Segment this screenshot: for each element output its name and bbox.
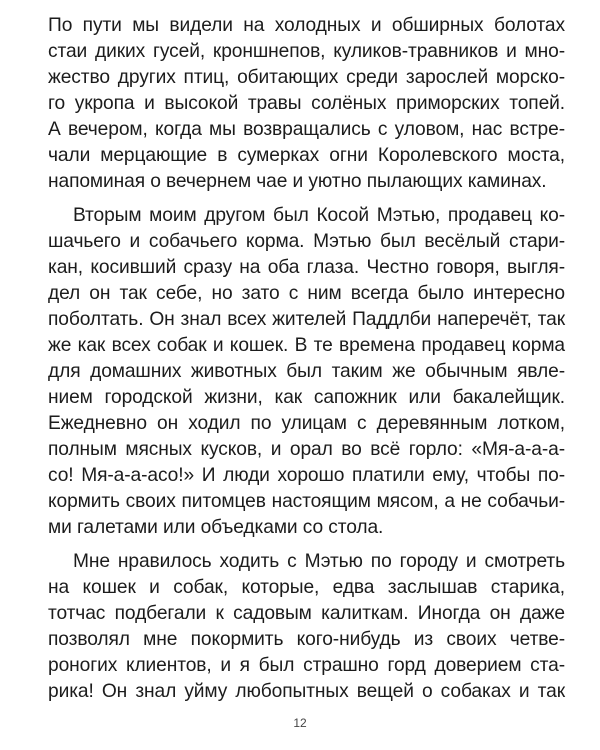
text-line: ми галетами или объедками со стола. [48,517,384,538]
text-line: напоминая о вечернем чае и уютно пылающих каминах. [48,171,547,192]
text-line: Вторым моим другом был Косой Мэтью, продавец ко- [73,205,565,226]
text-line: Ежедневно он ходил по улицам с деревянным лотком, [48,413,565,434]
text-line: чали мерцающие в сумерках огни Королевского моста, [48,145,565,166]
text-line: рика! Он знал уйму любопытных вещей о собаках и так [48,681,565,702]
text-line: роногих клиентов, и я был страшно горд доверием ста- [48,655,565,676]
text-line: тотчас подбегали к садовым калиткам. Иногда он даже [48,603,565,624]
text-line: нием городской жизни, как сапожник или бакалейщик. [48,387,565,408]
text-line: А вечером, когда мы возвращались с уловом, нас встре- [48,119,565,140]
text-line: поболтать. Он знал всех жителей Паддлби наперечёт, так [48,309,565,330]
text-line: дел он так себе, но зато с ним всегда было интересно [48,283,565,304]
page-number: 12 [293,716,307,730]
text-line: для домашних животных был таким же обычным явле- [48,361,565,382]
text-line: Мне нравилось ходить с Мэтью по городу и смотреть [73,551,565,572]
text-line: полным мясных кусков, и орал во всё горло: «Мя-а-а-а- [48,439,565,460]
text-line: на кошек и собак, которые, едва заслышав старика, [48,577,565,598]
text-line: По пути мы видели на холодных и обширных болотах [48,15,565,36]
text-line: позволял мне покормить кого-нибудь из своих четве- [48,629,565,650]
text-line: со! Мя-а-а-асо!» И люди хорошо платили ему, чтобы по- [48,465,565,486]
text-line: жество других птиц, обитающих среди зарослей морско- [48,67,565,88]
text-line: стаи диких гусей, кроншнепов, куликов-травников и мно- [48,41,565,62]
text-line: же как всех собак и кошек. В те времена продавец корма [48,335,565,356]
text-line: шачьего и собачьего корма. Мэтью был весёлый стари- [48,231,565,252]
text-line: кормить своих питомцев настоящим мясом, а не собачьи- [48,491,565,512]
text-line: го укропа и высокой травы солёных приморских топей. [48,93,565,114]
text-line: кан, косивший сразу на оба глаза. Честно говоря, выгля- [48,257,565,278]
